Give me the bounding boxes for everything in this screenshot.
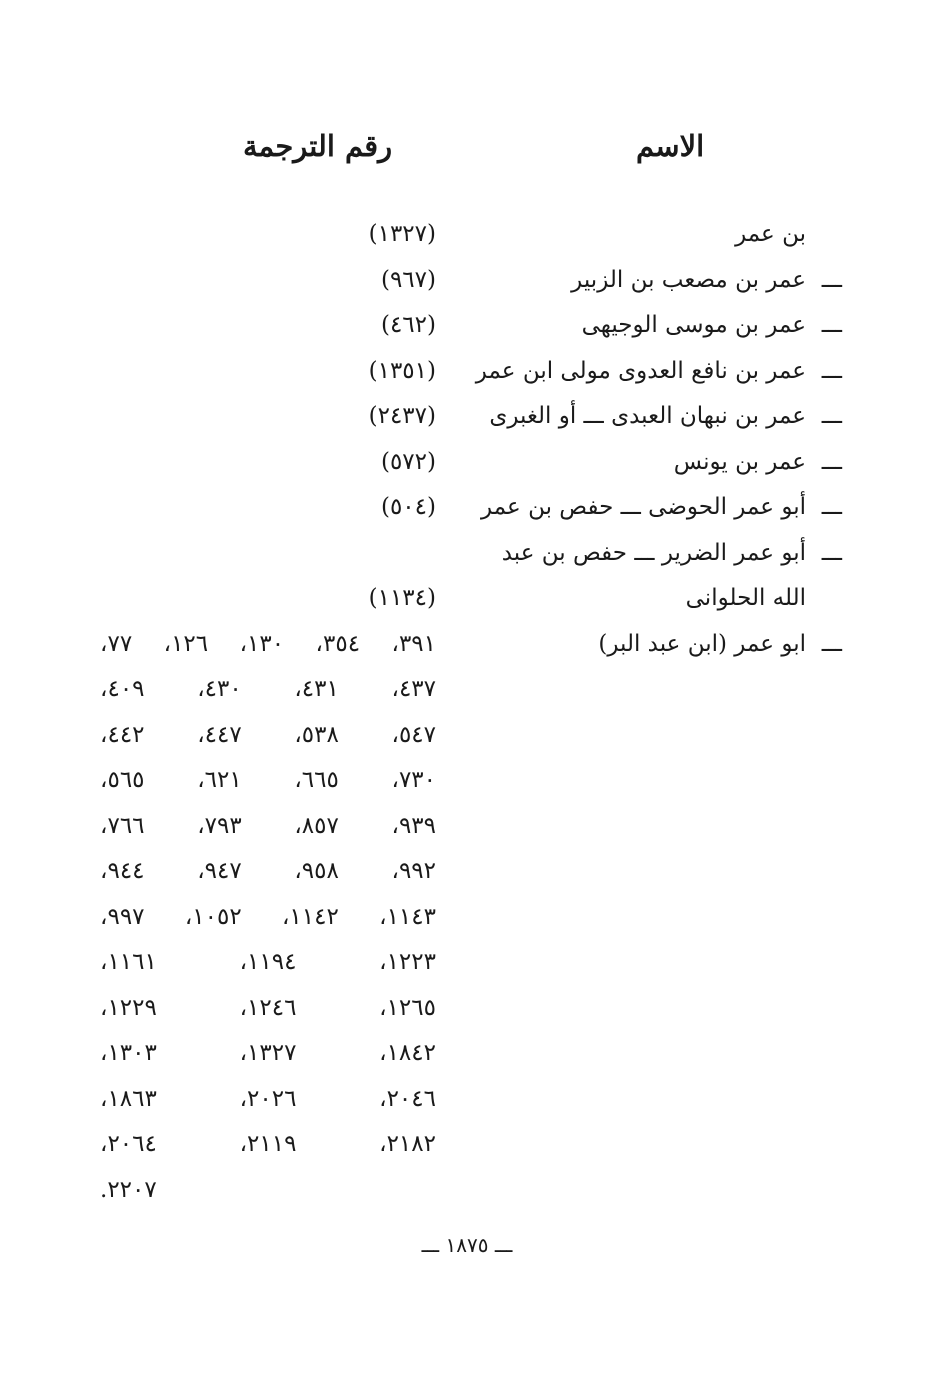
column-header-number: رقم الترجمة: [243, 129, 393, 163]
reference-number: ٧٧،: [100, 630, 133, 657]
reference-number: ٥٣٨،: [294, 721, 339, 748]
reference-number: ١٨٦٣،: [100, 1085, 157, 1112]
reference-row: [100, 622, 436, 668]
reference-number: ٧٩٣،: [197, 812, 242, 839]
column-header-name: الاسم: [636, 129, 705, 163]
reference-number: ١٢٢٣،: [379, 949, 436, 975]
entry-name: أبو عمر الحوضى ـــ حفص بن عمر: [481, 494, 806, 520]
reference-number: (٤٦٢): [380, 312, 436, 338]
references-column: [100, 212, 436, 1213]
reference-number: ١٢٦،: [163, 630, 209, 657]
reference-number: ١٠٥٢،: [184, 903, 242, 930]
reference-number: ١٨٤٢،: [379, 1040, 436, 1066]
reference-number: ١١٤٣،: [379, 903, 436, 930]
reference-row: [100, 667, 436, 713]
reference-row: [100, 1168, 436, 1214]
reference-number: ١١٦١،: [100, 949, 157, 975]
reference-number: ٩٣٩،: [391, 812, 436, 839]
entry-dash: ـــ: [821, 630, 842, 657]
name-entry: [442, 212, 842, 258]
name-entry: [442, 349, 842, 395]
reference-number: (٩٦٧): [380, 266, 436, 293]
reference-number: ١١٤٢،: [281, 903, 339, 930]
reference-number: ١٢٤٦،: [239, 994, 297, 1021]
reference-number: ٢١٨٢،: [379, 1131, 436, 1157]
reference-number: ٨٥٧،: [294, 812, 339, 839]
reference-number: (٥٧٢): [380, 448, 436, 475]
reference-number: ٥٤٧،: [391, 721, 436, 748]
reference-number: ٤٤٧،: [197, 721, 242, 748]
reference-row: [100, 713, 436, 759]
reference-number: ٣٩١،: [391, 630, 436, 657]
reference-number: ٤٠٩،: [100, 676, 145, 702]
reference-row: [100, 895, 436, 941]
name-entry: [442, 440, 842, 486]
entry-dash: ـــ: [821, 494, 842, 520]
entry-dash: ـــ: [821, 266, 842, 293]
reference-number: ٢٠٤٦،: [379, 1085, 436, 1112]
reference-row: [100, 849, 436, 895]
entry-name: عمر بن موسى الوجيهى: [581, 312, 806, 338]
entry-name: عمر بن نبهان العبدى ـــ أو الغبرى: [489, 403, 806, 429]
reference-number: ١١٩٤،: [239, 949, 297, 975]
reference-number: (١٣٢٧): [368, 221, 436, 247]
reference-row: [100, 1122, 436, 1168]
name-entry: [442, 531, 842, 577]
entry-dash: ـــ: [821, 357, 842, 384]
reference-number: (٥٠٤): [380, 494, 436, 520]
name-entry: [442, 622, 842, 668]
reference-number: ٢٠٦٤،: [100, 1131, 157, 1157]
reference-number: ٧٣٠،: [391, 767, 436, 793]
reference-number: ١٢٢٩،: [100, 994, 157, 1021]
reference-number: ٢٢٠٧.: [100, 1176, 157, 1203]
reference-number: ٤٤٢،: [100, 721, 145, 748]
reference-number: ١٣٠٣،: [100, 1040, 157, 1066]
name-entry: [442, 303, 842, 349]
entry-name: بن عمر: [735, 221, 806, 247]
reference-row: [100, 758, 436, 804]
entry-name: عمر بن يونس: [673, 448, 806, 475]
reference-number: (٢٤٣٧): [368, 403, 436, 429]
reference-number: ٩٤٧،: [197, 858, 242, 884]
reference-number: ٢٠٢٦،: [239, 1085, 297, 1112]
reference-number: ٩٩٧،: [100, 903, 145, 930]
reference-number: (١١٣٤): [368, 585, 436, 611]
reference-number: ٩٩٢،: [391, 858, 436, 884]
reference-number: ٩٥٨،: [294, 858, 339, 884]
entry-name: عمر بن مصعب بن الزبير: [571, 266, 806, 293]
name-entry: [442, 258, 842, 304]
entry-name: الله الحلوانى: [685, 585, 806, 611]
reference-row: [100, 804, 436, 850]
reference-row: [100, 1031, 436, 1077]
reference-row: [100, 940, 436, 986]
reference-number: ٦٢١،: [197, 767, 242, 793]
reference-row: [100, 986, 436, 1032]
entry-name: أبو عمر الضرير ـــ حفص بن عبد: [501, 539, 806, 566]
entry-dash: ـــ: [821, 312, 842, 338]
names-column: [442, 212, 842, 667]
reference-number: ٥٦٥،: [100, 767, 145, 793]
page-number: ـــ ١٨٧٥ ـــ: [421, 1233, 513, 1257]
reference-number: ٢١١٩،: [239, 1131, 297, 1157]
reference-number: (١٣٥١): [368, 357, 436, 384]
entry-dash: ـــ: [821, 539, 842, 566]
reference-number: ٦٦٥،: [294, 767, 339, 793]
entry-name: عمر بن نافع العدوى مولى ابن عمر: [475, 357, 806, 384]
reference-number: ٩٤٤،: [100, 858, 145, 884]
reference-number: ٤٣٠،: [197, 676, 242, 702]
reference-number: ١٣٠،: [239, 630, 285, 657]
reference-number: ٣٥٤،: [315, 630, 361, 657]
entry-dash: ـــ: [821, 448, 842, 475]
reference-number: ١٣٢٧،: [239, 1040, 297, 1066]
reference-number: ٧٦٦،: [100, 812, 145, 839]
reference-number: ٤٣٧،: [391, 676, 436, 702]
reference-number: ١٢٦٥،: [379, 994, 436, 1021]
entry-name: ابو عمر (ابن عبد البر): [598, 630, 806, 657]
entry-dash: ـــ: [821, 403, 842, 429]
name-entry: [442, 485, 842, 531]
reference-number: ٤٣١،: [294, 676, 339, 702]
name-entry: [442, 576, 842, 622]
reference-row: [100, 1077, 436, 1123]
name-entry: [442, 394, 842, 440]
